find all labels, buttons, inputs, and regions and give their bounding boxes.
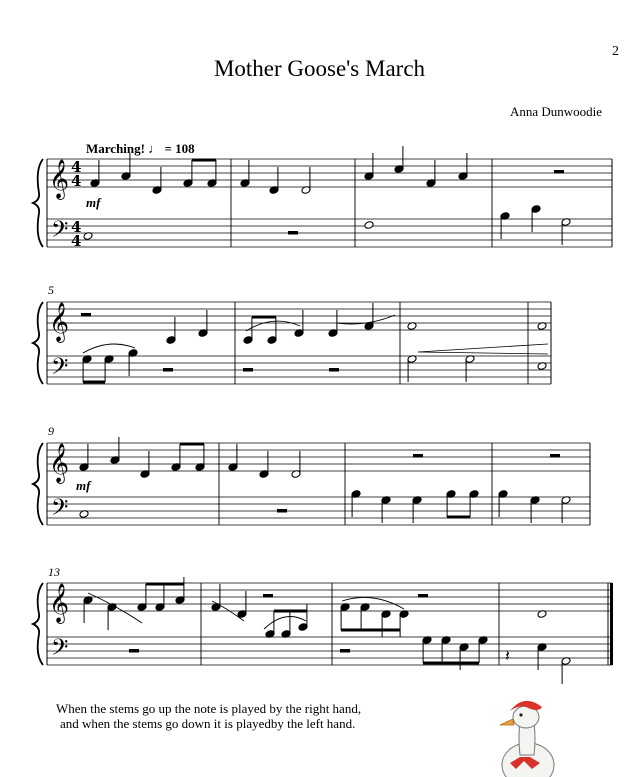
dynamic-mf-system3: mf [76,478,91,493]
half-rest [329,368,339,372]
half-rest [340,649,350,653]
page-number: 2 [612,44,619,59]
half-rest [163,368,173,372]
tempo-value: = 108 [164,141,195,156]
quarter-note-icon: ♩ [148,141,162,156]
piece-title: Mother Goose's March [213,56,426,81]
notehead [364,221,374,230]
time-signature-numerator: 4 [71,158,82,176]
treble-clef-icon: 𝄞 [49,159,70,199]
half-rest [288,231,298,235]
time-signature-numerator: 4 [71,218,82,236]
treble-clef-icon: 𝄞 [49,583,70,623]
time-signature-denominator: 4 [71,172,82,190]
measure-number-9: 9 [48,424,54,438]
half-rest [129,649,139,653]
bass-clef-icon: 𝄢 [51,354,69,385]
system-brace [33,443,43,525]
goose-illustration [490,695,570,777]
final-barline [610,583,613,665]
half-rest [243,368,253,372]
half-rest [277,509,287,513]
time-signature-denominator: 4 [71,232,82,250]
system-brace [33,302,43,384]
half-rest [81,313,91,317]
footnote-line-2: and when the stems go down it is playedby the left hand. [60,716,356,731]
bass-clef-icon: 𝄢 [51,217,69,248]
treble-clef-icon: 𝄞 [49,302,70,342]
measure-number-13: 13 [48,565,60,579]
slur [342,597,404,609]
system-brace [33,583,43,665]
treble-clef-icon: 𝄞 [49,443,70,483]
quarter-rest: 𝄽 [505,646,510,665]
measure-number-5: 5 [48,283,54,297]
half-rest [263,594,273,598]
slur [83,344,135,353]
footnote [56,701,361,731]
footnote-line-1: When the stems go up the note is played by the right hand, [56,701,362,716]
bass-clef-icon: 𝄢 [51,635,69,666]
system-brace [33,159,43,247]
crescendo-hairpin [418,344,548,354]
half-rest [554,170,564,174]
composer-name: Anna Dunwoodie [510,104,603,119]
bass-clef-icon: 𝄢 [51,495,69,526]
dynamic-mf-system1: mf [86,195,101,210]
slur [246,321,300,331]
half-rest [413,454,423,458]
half-rest [550,454,560,458]
tempo-text: Marching! [86,141,145,156]
half-rest [418,594,428,598]
